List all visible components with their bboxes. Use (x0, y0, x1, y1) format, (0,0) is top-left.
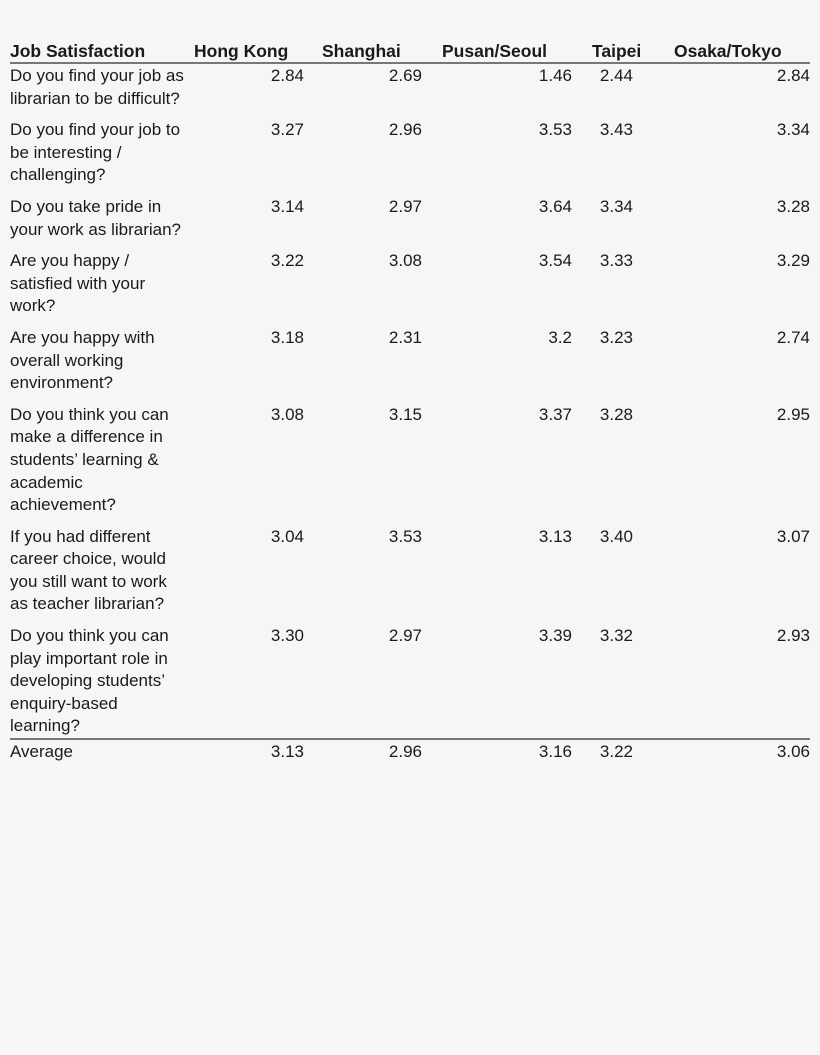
value-taipei: 3.43 (599, 120, 633, 140)
average-pusan-seoul: 3.16 (426, 739, 572, 764)
table-row (10, 119, 810, 196)
question-cell: Are you happy with overall working environment? (10, 327, 155, 393)
header-pusan-seoul: Pusan/Seoul (426, 40, 572, 63)
value-hong-kong: 3.27 (270, 120, 304, 140)
value-pusan-seoul: 3.13 (538, 526, 572, 546)
average-row (10, 739, 810, 764)
question-cell: Do you think you can make a difference in students’ learning & academic achievement? (10, 404, 169, 515)
value-shanghai: 3.15 (388, 404, 422, 424)
average-taipei: 3.22 (572, 739, 662, 764)
value-hong-kong: 3.04 (270, 526, 304, 546)
question-cell: Do you find your job to be interesting / challenging? (10, 120, 181, 185)
value-pusan-seoul: 3.39 (538, 626, 572, 646)
average-hong-kong: 3.13 (190, 739, 308, 764)
value-osaka-tokyo: 2.95 (776, 404, 810, 424)
average-osaka-tokyo: 3.06 (662, 739, 810, 764)
value-osaka-tokyo: 2.84 (776, 66, 810, 85)
value-shanghai: 2.96 (388, 120, 422, 140)
value-hong-kong: 2.84 (270, 66, 304, 85)
value-pusan-seoul: 3.53 (538, 120, 572, 140)
value-pusan-seoul: 3.2 (548, 327, 572, 347)
value-osaka-tokyo: 3.07 (776, 526, 810, 546)
average-shanghai: 2.96 (308, 739, 426, 764)
table-row (10, 526, 810, 625)
value-hong-kong: 3.14 (270, 196, 304, 216)
value-shanghai: 3.53 (388, 526, 422, 546)
value-taipei: 3.34 (599, 196, 633, 216)
value-shanghai: 2.69 (388, 66, 422, 85)
table-row (10, 63, 810, 119)
header-taipei: Taipei (572, 40, 662, 63)
value-osaka-tokyo: 2.74 (776, 327, 810, 347)
value-pusan-seoul: 3.64 (538, 196, 572, 216)
value-hong-kong: 3.18 (270, 327, 304, 347)
value-osaka-tokyo: 2.93 (776, 626, 810, 646)
question-cell: Do you take pride in your work as librarian? (10, 196, 182, 239)
value-taipei: 3.28 (599, 404, 633, 424)
header-shanghai: Shanghai (308, 40, 426, 63)
table-row (10, 625, 810, 739)
value-osaka-tokyo: 3.34 (776, 120, 810, 140)
value-shanghai: 2.97 (388, 196, 422, 216)
value-osaka-tokyo: 3.28 (776, 196, 810, 216)
table-row (10, 404, 810, 526)
value-osaka-tokyo: 3.29 (776, 251, 810, 271)
value-shanghai: 3.08 (388, 251, 422, 271)
question-cell: Are you happy / satisfied with your work? (10, 251, 146, 316)
value-shanghai: 2.31 (388, 327, 422, 347)
question-cell: Do you find your job as librarian to be difficult? (10, 66, 184, 108)
table-row (10, 196, 810, 250)
value-hong-kong: 3.30 (270, 626, 304, 646)
header-job-satisfaction: Job Satisfaction (10, 40, 190, 63)
value-pusan-seoul: 1.46 (538, 66, 572, 85)
header-hong-kong: Hong Kong (190, 40, 308, 63)
value-taipei: 3.33 (599, 251, 633, 271)
job-satisfaction-table (10, 40, 810, 764)
value-taipei: 3.23 (599, 327, 633, 347)
table-row (10, 250, 810, 327)
value-taipei: 2.44 (599, 66, 633, 85)
header-osaka-tokyo: Osaka/Tokyo (662, 40, 810, 63)
question-cell: Do you think you can play important role in developing students’ enquiry-based learning? (10, 626, 169, 736)
table-row (10, 327, 810, 404)
value-pusan-seoul: 3.54 (538, 251, 572, 271)
value-hong-kong: 3.22 (270, 251, 304, 271)
value-hong-kong: 3.08 (270, 404, 304, 424)
average-label: Average (10, 739, 190, 764)
value-taipei: 3.40 (599, 526, 633, 546)
value-taipei: 3.32 (599, 626, 633, 646)
question-cell: If you had different career choice, would you still want to work as teacher librarian? (10, 526, 167, 614)
header-row (10, 40, 810, 63)
value-shanghai: 2.97 (388, 626, 422, 646)
value-pusan-seoul: 3.37 (538, 404, 572, 424)
